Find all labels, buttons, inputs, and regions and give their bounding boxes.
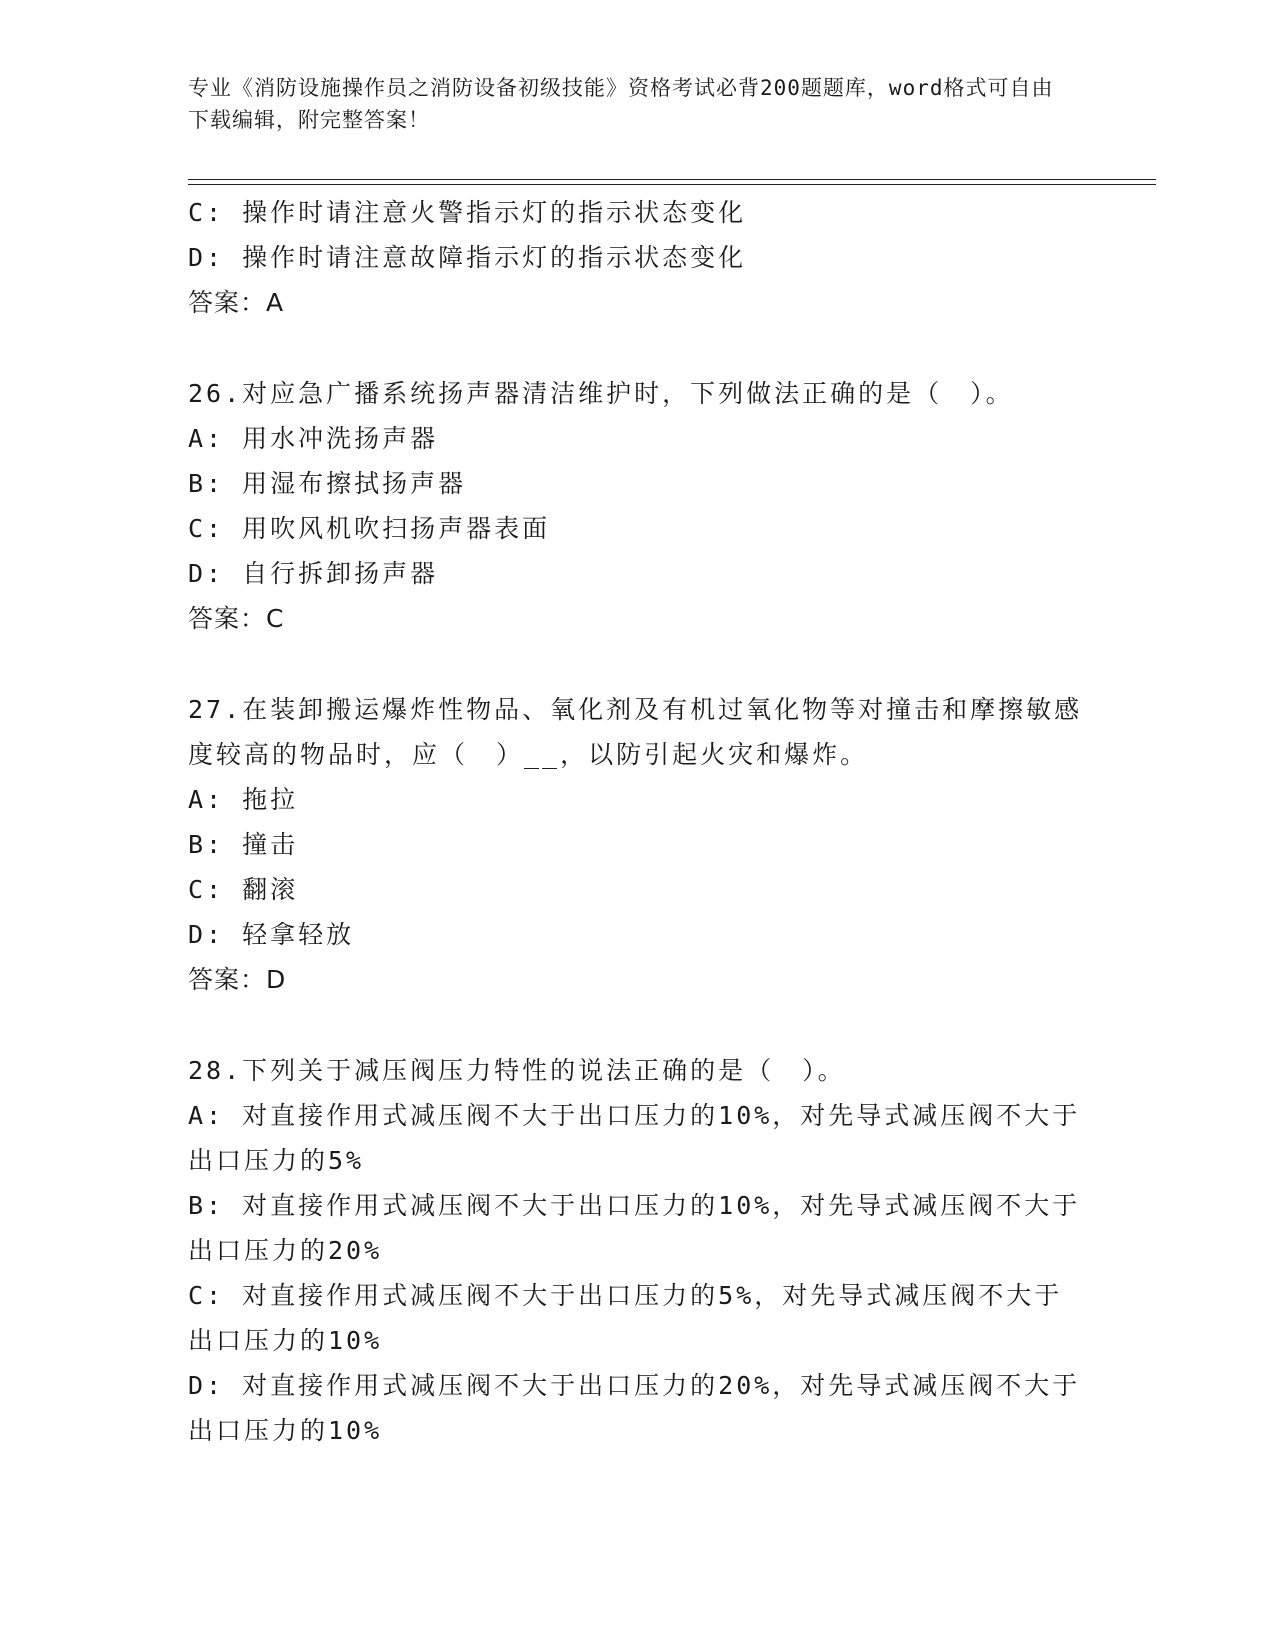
option-b: B: 用湿布擦拭扬声器 [188, 469, 467, 498]
option-b: B: 对直接作用式减压阀不大于出口压力的10%，对先导式减压阀不大于出口压力的20% [188, 1191, 1081, 1265]
question-28 [188, 1048, 1088, 1453]
answer-label: 答案：D [188, 965, 287, 994]
question-26 [188, 371, 1088, 641]
header-rule-bottom [188, 184, 1156, 185]
question-27 [188, 687, 1088, 1002]
spacer [188, 325, 1088, 371]
question-title: 28.下列关于减压阀压力特性的说法正确的是（ ）。 [188, 1056, 846, 1085]
question-25-continued [188, 190, 1088, 325]
option-a: A: 用水冲洗扬声器 [188, 424, 439, 453]
option-c: C: 对直接作用式减压阀不大于出口压力的5%，对先导式减压阀不大于出口压力的10% [188, 1281, 1063, 1355]
spacer [188, 1002, 1088, 1048]
answer-label: 答案：C [188, 604, 285, 633]
option-a: A: 拖拉 [188, 785, 299, 814]
option-b: B: 撞击 [188, 830, 299, 859]
option-c: C: 用吹风机吹扫扬声器表面 [188, 514, 551, 543]
document-header: 专业《消防设施操作员之消防设备初级技能》资格考试必背200题题库，word格式可自由下载编辑，附完整答案！ [188, 76, 1054, 132]
option-d: D: 操作时请注意故障指示灯的指示状态变化 [188, 243, 747, 272]
option-c: C: 操作时请注意火警指示灯的指示状态变化 [188, 198, 747, 227]
answer-label: 答案：A [188, 288, 285, 317]
question-title: 26.对应急广播系统扬声器清洁维护时，下列做法正确的是（ ）。 [188, 379, 1014, 408]
spacer [188, 641, 1088, 687]
question-content [188, 190, 1088, 1453]
option-d: D: 对直接作用式减压阀不大于出口压力的20%，对先导式减压阀不大于出口压力的10% [188, 1371, 1081, 1445]
option-c: C: 翻滚 [188, 875, 299, 904]
option-a: A: 对直接作用式减压阀不大于出口压力的10%，对先导式减压阀不大于出口压力的5% [188, 1101, 1081, 1175]
header-rule-top [188, 179, 1156, 180]
question-title: 27.在装卸搬运爆炸性物品、氧化剂及有机过氧化物等对撞击和摩擦敏感度较高的物品时，应（ ）__，以防引起火灾和爆炸。 [188, 695, 1083, 769]
option-d: D: 自行拆卸扬声器 [188, 559, 439, 588]
option-d: D: 轻拿轻放 [188, 920, 355, 949]
